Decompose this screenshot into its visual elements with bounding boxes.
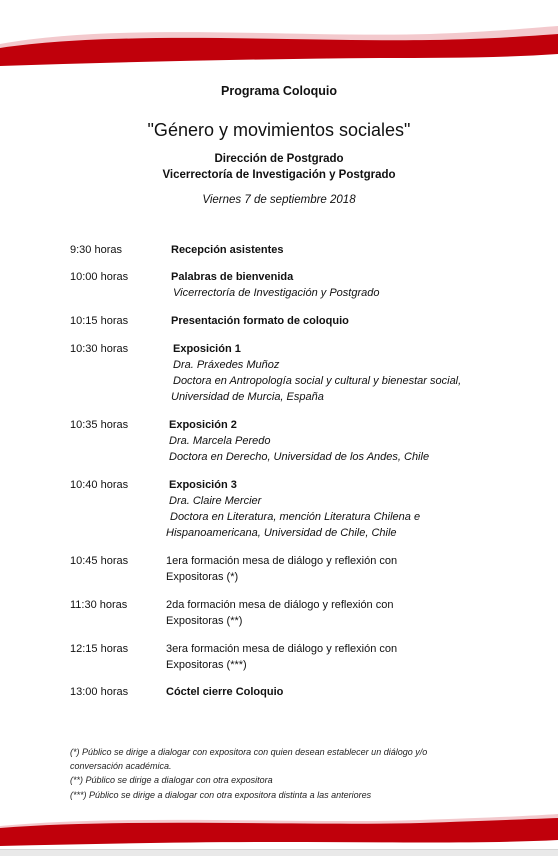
speaker-name: Dra. Claire Mercier (169, 495, 262, 507)
speaker-credentials: Doctora en Literatura, mención Literatura Chilena e (170, 511, 421, 523)
footnote: (*) Público se dirige a dialogar con expositora con quien desean establecer un diálogo y/o (70, 747, 428, 757)
schedule-time: 9:30 horas (70, 244, 122, 256)
schedule-time: 13:00 horas (70, 686, 129, 698)
top-red-wave-band (0, 18, 558, 68)
schedule-time: 10:30 horas (70, 343, 129, 355)
schedule-time: 10:45 horas (70, 555, 129, 567)
schedule-title: Palabras de bienvenida (171, 271, 294, 283)
schedule-time: 10:35 horas (70, 419, 129, 431)
direction-label: Dirección de Postgrado (214, 153, 344, 165)
schedule-title: Presentación formato de coloquio (171, 315, 349, 327)
speaker-name: Dra. Práxedes Muñoz (173, 359, 280, 371)
footnotes (70, 745, 540, 802)
schedule-detail: Vicerrectoría de Investigación y Postgrado (173, 287, 380, 299)
footnote: (**) Público se dirige a dialogar con otra expositora (70, 775, 273, 786)
dialogue-description: 3era formación mesa de diálogo y reflexión con (166, 643, 398, 655)
dialogue-description: Expositoras (***) (166, 659, 247, 671)
speaker-credentials: Doctora en Derecho, Universidad de los Andes, Chile (169, 451, 430, 463)
colloquium-title: "Género y movimientos sociales" (147, 120, 411, 140)
program-label: Programa Coloquio (221, 84, 337, 98)
schedule-title: Exposición 1 (173, 343, 241, 355)
dialogue-description: 1era formación mesa de diálogo y reflexión con (166, 555, 398, 567)
dialogue-description: Expositoras (**) (166, 615, 243, 627)
schedule-time: 10:40 horas (70, 479, 129, 491)
schedule-title: Exposición 2 (169, 419, 237, 431)
schedule-time: 10:15 horas (70, 315, 129, 327)
schedule-title: Exposición 3 (169, 479, 237, 491)
footnote: (***) Público se dirige a dialogar con otra expositora distinta a las anteriores (70, 789, 372, 800)
speaker-credentials: Doctora en Antropología social y cultural y bienestar social, (173, 375, 462, 387)
vicerrectoria-label: Vicerrectoría de Investigación y Postgrado (162, 169, 396, 181)
speaker-credentials: Universidad de Murcia, España (171, 391, 324, 403)
speaker-credentials: Hispanoamericana, Universidad de Chile, Chile (166, 527, 397, 539)
schedule-time: 10:00 horas (70, 271, 129, 283)
schedule-title: Recepción asistentes (171, 244, 284, 256)
dialogue-description: 2da formación mesa de diálogo y reflexión con (166, 599, 394, 611)
footnote: conversación académica. (70, 761, 172, 772)
schedule-title: Cóctel cierre Coloquio (166, 686, 284, 698)
bottom-red-wave-band (0, 812, 558, 848)
dialogue-description: Expositoras (*) (166, 571, 239, 583)
schedule-time: 11:30 horas (70, 599, 128, 611)
event-date: Viernes 7 de septiembre 2018 (202, 194, 356, 206)
schedule-time: 12:15 horas (70, 643, 129, 655)
speaker-name: Dra. Marcela Peredo (169, 435, 271, 447)
